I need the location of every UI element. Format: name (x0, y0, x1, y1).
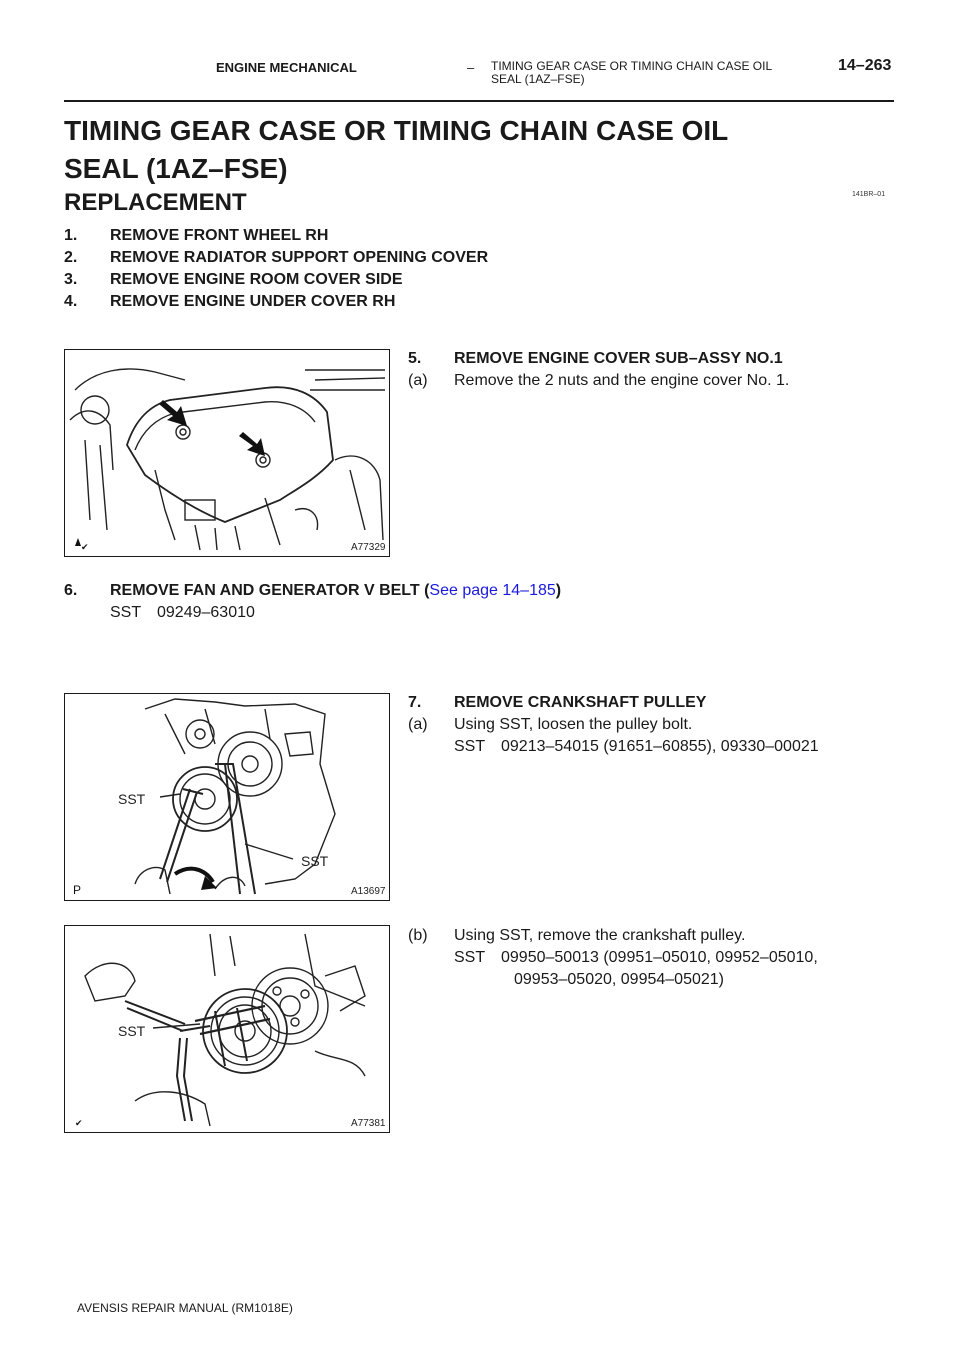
sst-label: SST (110, 604, 142, 621)
substep-label: (a) (408, 372, 428, 389)
step-7a-sst (454, 737, 819, 757)
substep-label: (b) (408, 927, 428, 944)
step-number: 6. (64, 582, 78, 599)
section-subtitle: REPLACEMENT (64, 189, 247, 216)
step-number: 5. (408, 350, 422, 367)
step-text: REMOVE ENGINE UNDER COVER RH (110, 293, 396, 310)
figure-code: A13697 (351, 886, 386, 897)
svg-text:✔: ✔ (81, 542, 89, 552)
figure-code: A77381 (351, 1118, 386, 1129)
substep-text: Using SST, remove the crankshaft pulley. (454, 927, 746, 944)
figure-code: A77329 (351, 542, 386, 553)
sst-value: 09213–54015 (91651–60855), 09330–00021 (501, 738, 819, 755)
step-6 (64, 581, 561, 600)
step-5a (408, 371, 789, 391)
svg-text:✔: ✔ (75, 1118, 83, 1128)
step-text: REMOVE RADIATOR SUPPORT OPENING COVER (110, 249, 489, 266)
page-title-line2: SEAL (1AZ–FSE) (64, 153, 288, 184)
step-7b (408, 926, 745, 946)
page-title-line1: TIMING GEAR CASE OR TIMING CHAIN CASE OIL (64, 115, 729, 146)
sst-value: 09950–50013 (09951–05010, 09952–05010, (501, 949, 818, 966)
sst-label: SST (454, 738, 486, 755)
substep-text: Using SST, loosen the pulley bolt. (454, 716, 693, 733)
engine-cover-illustration (65, 350, 389, 556)
step-7b-sst-cont: 09953–05020, 09954–05021) (514, 971, 724, 988)
sst-callout: SST (118, 1023, 146, 1039)
step-4 (64, 292, 395, 311)
step-text: REMOVE ENGINE COVER SUB–ASSY NO.1 (454, 350, 783, 367)
step-text: REMOVE FRONT WHEEL RH (110, 227, 329, 244)
step-number: 4. (64, 293, 78, 310)
step-text-after: ) (555, 582, 562, 599)
page-number: 14–263 (838, 57, 892, 74)
step-number: 3. (64, 271, 78, 288)
step-6-sst (110, 603, 255, 623)
step-number: 7. (408, 694, 422, 711)
step-7 (408, 693, 706, 712)
header-dash: – (467, 60, 475, 75)
step-text: REMOVE ENGINE ROOM COVER SIDE (110, 271, 403, 288)
substep-text: Remove the 2 nuts and the engine cover No. 1. (454, 372, 790, 389)
step-2 (64, 248, 488, 267)
header-section: ENGINE MECHANICAL (216, 60, 357, 75)
sst-callout: SST (301, 853, 329, 869)
figure-marker: P (73, 883, 82, 897)
step-text: REMOVE CRANKSHAFT PULLEY (454, 694, 707, 711)
step-number: 2. (64, 249, 78, 266)
header-topic (491, 60, 811, 86)
header-topic-line1: TIMING GEAR CASE OR TIMING CHAIN CASE OIL (491, 59, 773, 73)
step-1 (64, 226, 328, 245)
step-7b-sst (454, 948, 818, 968)
step-7a (408, 715, 692, 735)
loosen-pulley-illustration (65, 694, 389, 900)
doc-code: 141BR–01 (852, 191, 886, 198)
header-topic-line2: SEAL (1AZ–FSE) (491, 72, 585, 86)
sst-callout: SST (118, 791, 146, 807)
header-rule (64, 100, 894, 102)
substep-label: (a) (408, 716, 428, 733)
figure-remove-pulley (64, 925, 390, 1133)
step-3 (64, 270, 402, 289)
remove-pulley-illustration (65, 926, 389, 1132)
step-text-before: REMOVE FAN AND GENERATOR V BELT ( (110, 582, 430, 599)
figure-loosen-pulley-bolt (64, 693, 390, 901)
see-page-link[interactable]: See page 14–185 (429, 582, 556, 599)
page-title (64, 112, 884, 188)
footer-manual-title: AVENSIS REPAIR MANUAL (RM1018E) (77, 1301, 293, 1315)
step-5 (408, 349, 783, 368)
sst-label: SST (454, 949, 486, 966)
figure-engine-cover (64, 349, 390, 557)
step-number: 1. (64, 227, 78, 244)
sst-value: 09249–63010 (157, 604, 255, 621)
